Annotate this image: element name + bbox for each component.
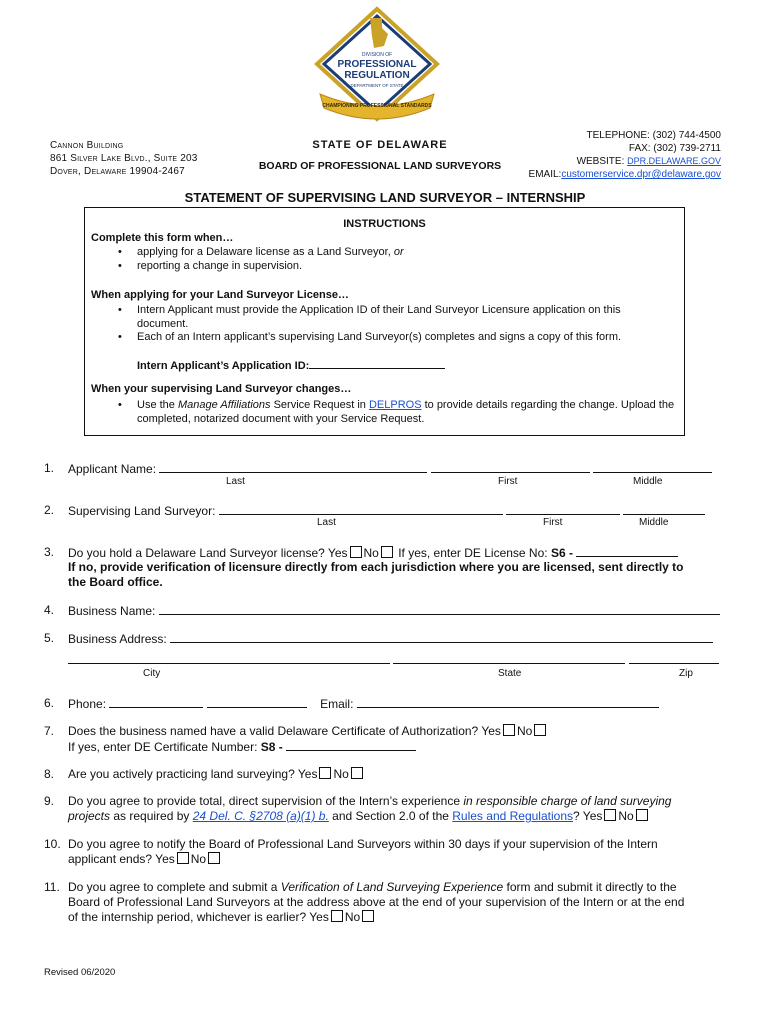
- q7-yes-checkbox[interactable]: [503, 724, 515, 736]
- q6-phone-field-2[interactable]: [207, 696, 307, 708]
- apply-bullet-1: • Intern Applicant must provide the Application ID of their Land Surveyor Licensure application on this document.: [91, 304, 647, 331]
- q11-verification: [44, 880, 734, 895]
- q8-practicing: [44, 767, 734, 782]
- q10-no-checkbox[interactable]: [208, 852, 220, 864]
- q9-text-3: and Section 2.0 of the: [328, 809, 453, 823]
- q11-lines: [68, 895, 684, 925]
- change-bullet: [91, 399, 681, 426]
- q6-email-label: Email:: [320, 697, 354, 711]
- q2-middle-field[interactable]: [623, 503, 705, 515]
- q2-number: 2.: [44, 503, 55, 517]
- svg-text:CHAMPIONING PROFESSIONAL STAND: CHAMPIONING PROFESSIONAL STANDARDS: [322, 103, 432, 109]
- q8-no-checkbox[interactable]: [351, 767, 363, 779]
- svg-text:DIVISION OF: DIVISION OF: [361, 52, 393, 58]
- applying-heading: When applying for your Land Surveyor License…: [91, 289, 349, 301]
- bullet-applying: [91, 246, 671, 260]
- q10-number: 10.: [44, 837, 61, 851]
- q3-question: Do you hold a Delaware Land Surveyor license? Yes: [68, 546, 348, 560]
- q7-no-label: No: [516, 724, 533, 738]
- q5-business-address: [44, 631, 734, 646]
- q3-license-field[interactable]: [576, 545, 678, 557]
- q10-no-label: No: [190, 852, 207, 866]
- q10-yes-checkbox[interactable]: [177, 852, 189, 864]
- q1-first-field[interactable]: [431, 461, 590, 473]
- q4-label: Business Name:: [68, 604, 156, 618]
- q9-no-checkbox[interactable]: [636, 809, 648, 821]
- q9-italic-1: in responsible charge of land surveying: [463, 794, 672, 808]
- contact-info: [529, 129, 721, 181]
- q11-number: 11.: [44, 880, 60, 894]
- state-heading: STATE OF DELAWARE: [312, 139, 448, 151]
- q9-no-label: No: [618, 809, 634, 823]
- email-line: [529, 168, 721, 181]
- q5-street-field[interactable]: [170, 631, 713, 643]
- change-manage-affiliations: Manage Affiliations: [177, 399, 271, 411]
- form-title: STATEMENT OF SUPERVISING LAND SURVEYOR – INTERNSHIP: [184, 190, 586, 205]
- q3-ifyes: If yes, enter DE License No:: [398, 546, 551, 560]
- q8-question: Are you actively practicing land surveying? Yes: [68, 767, 318, 781]
- q11-yes-checkbox[interactable]: [331, 910, 343, 922]
- q3-license: [44, 545, 734, 560]
- address-line-3: Dover, Delaware 19904-2467: [50, 166, 185, 177]
- q6-phone-email: [44, 696, 734, 711]
- application-id-label: Intern Applicant’s Application ID:: [137, 360, 310, 372]
- revision-date: Revised 06/2020: [44, 967, 116, 978]
- q11-text-1a: Do you agree to complete and submit a: [68, 880, 281, 894]
- q9-supervision: [44, 794, 734, 809]
- q4-business-field[interactable]: [159, 603, 720, 615]
- address-line-2: 861 Silver Lake Blvd., Suite 203: [50, 153, 198, 164]
- q11-no-label: No: [344, 910, 361, 924]
- svg-text:REGULATION: REGULATION: [344, 70, 410, 81]
- q5-label: Business Address:: [68, 632, 167, 646]
- q6-phone-field-1[interactable]: [109, 696, 203, 708]
- q2-last-label: Last: [317, 517, 336, 528]
- rules-regulations-link[interactable]: Rules and Regulations: [452, 809, 573, 823]
- q3-number: 3.: [44, 545, 55, 559]
- q9-yes-checkbox[interactable]: [604, 809, 616, 821]
- q2-first-label: First: [543, 517, 563, 528]
- q11-form-name: Verification of Land Surveying Experience: [280, 880, 504, 894]
- board-heading: BOARD OF PROFESSIONAL LAND SURVEYORS: [258, 160, 502, 172]
- q11-line-3: [68, 910, 684, 925]
- q9-number: 9.: [44, 794, 55, 808]
- q6-email-field[interactable]: [357, 696, 659, 708]
- q2-middle-label: Middle: [639, 517, 669, 528]
- q7-no-checkbox[interactable]: [534, 724, 546, 736]
- application-id-field[interactable]: [309, 357, 445, 369]
- q7-prefix: S8 -: [260, 740, 283, 754]
- office-address: [50, 139, 198, 178]
- q5-city-field[interactable]: [68, 652, 390, 664]
- q10-text-2: applicant ends? Yes: [68, 852, 175, 866]
- dpr-seal-logo: [312, 6, 442, 128]
- q3-verification-note: [68, 560, 684, 590]
- svg-text:DEPARTMENT OF STATE: DEPARTMENT OF STATE: [350, 83, 404, 88]
- q1-last-label: Last: [226, 476, 245, 487]
- q5-state-field[interactable]: [393, 652, 625, 664]
- q3-note-line-1: If no, provide verification of licensure directly from each jurisdiction where you are licensed, sent directly to: [68, 560, 684, 574]
- q9-text-2: as required by: [110, 809, 193, 823]
- q2-label: Supervising Land Surveyor:: [68, 504, 216, 518]
- q6-number: 6.: [44, 696, 55, 710]
- email-label: EMAIL:: [528, 169, 562, 180]
- change-text-e: to provide details regarding the change. Upload the completed, notarized document with your Service Request.: [137, 399, 675, 425]
- q5-zip-label: Zip: [679, 668, 693, 679]
- website-label: WEBSITE:: [576, 156, 628, 167]
- q9-text-4: ? Yes: [573, 809, 603, 823]
- q3-prefix: S6 -: [550, 546, 573, 560]
- q9-italic-2: projects: [68, 809, 111, 823]
- website-line: [529, 155, 721, 168]
- address-line-1: Cannon Building: [50, 140, 124, 151]
- change-text-c: Service Request in: [270, 399, 369, 411]
- q2-first-field[interactable]: [506, 503, 620, 515]
- delpros-link[interactable]: DELPROS: [368, 399, 422, 411]
- apply-bullet-2: • Each of an Intern applicant’s supervising Land Surveyor(s) completes and signs a copy of this form.: [91, 331, 647, 345]
- q3-no-label: No: [363, 546, 379, 560]
- change-text-a: Use the: [137, 399, 178, 411]
- application-id-line: [137, 357, 445, 372]
- q2-last-field[interactable]: [219, 503, 503, 515]
- q8-number: 8.: [44, 767, 55, 781]
- q5-city-label: City: [143, 668, 161, 679]
- q3-no-checkbox[interactable]: [381, 546, 393, 558]
- q3-note-line-2: the Board office.: [68, 575, 163, 589]
- q10-line-2: [68, 852, 222, 867]
- instructions-box: [84, 207, 685, 436]
- complete-when: Complete this form when…: [91, 232, 234, 244]
- q2-supervising-surveyor: [44, 503, 734, 518]
- q4-number: 4.: [44, 603, 55, 617]
- q8-yes-checkbox[interactable]: [319, 767, 331, 779]
- q5-number: 5.: [44, 631, 55, 645]
- q7-certificate-field[interactable]: [286, 739, 416, 751]
- bullet-or: or: [393, 246, 404, 258]
- q7-number: 7.: [44, 724, 55, 738]
- bullet-change: • reporting a change in supervision.: [91, 260, 671, 274]
- q3-yes-checkbox[interactable]: [350, 546, 362, 558]
- q10-text-1: Do you agree to notify the Board of Professional Land Surveyors within 30 days if your supervision of the Intern: [68, 837, 658, 851]
- q6-phone-label: Phone:: [68, 697, 107, 711]
- q5-zip-field[interactable]: [629, 652, 719, 664]
- q9-line-2: [68, 809, 650, 824]
- email-link[interactable]: customerservice.dpr@delaware.gov: [561, 169, 721, 180]
- q10-notify: [44, 837, 734, 852]
- q1-applicant-name: [44, 461, 734, 476]
- del-code-link[interactable]: 24 Del. C. §2708 (a)(1) b.: [192, 809, 329, 823]
- q8-no-label: No: [333, 767, 349, 781]
- q7-question: Does the business named have a valid Delaware Certificate of Authorization? Yes: [68, 724, 501, 738]
- q5-state-label: State: [498, 668, 522, 679]
- q11-text-1c: form and submit it directly to the: [503, 880, 677, 894]
- q1-middle-label: Middle: [633, 476, 663, 487]
- instructions-heading: INSTRUCTIONS: [343, 218, 426, 230]
- q1-first-label: First: [498, 476, 518, 487]
- q11-no-checkbox[interactable]: [362, 910, 374, 922]
- svg-text:PROFESSIONAL: PROFESSIONAL: [337, 59, 417, 70]
- q9-text-1: Do you agree to provide total, direct supervision of the Intern’s experience: [68, 794, 464, 808]
- q1-label: Applicant Name:: [68, 462, 157, 476]
- website-link[interactable]: DPR.DELAWARE.GOV: [627, 156, 721, 166]
- q11-text-3: of the internship period, whichever is earlier? Yes: [68, 910, 329, 924]
- q1-middle-field[interactable]: [593, 461, 712, 473]
- q7-certificate-number-line: [68, 739, 416, 755]
- q1-number: 1.: [44, 461, 55, 475]
- changes-heading: When your supervising Land Surveyor changes…: [91, 383, 352, 395]
- fax: FAX: (302) 739-2711: [628, 143, 721, 154]
- q7-line2-label: If yes, enter DE Certificate Number:: [68, 740, 261, 754]
- q7-certificate: [44, 724, 734, 739]
- q1-last-field[interactable]: [159, 461, 427, 473]
- q4-business-name: [44, 603, 734, 618]
- telephone: TELEPHONE: (302) 744-4500: [586, 130, 721, 141]
- bullet-applying-text: applying for a Delaware license as a Land Surveyor,: [137, 246, 394, 258]
- q11-text-2: Board of Professional Land Surveyors at the address above at the end of your supervision of the Intern or at the end: [68, 895, 685, 909]
